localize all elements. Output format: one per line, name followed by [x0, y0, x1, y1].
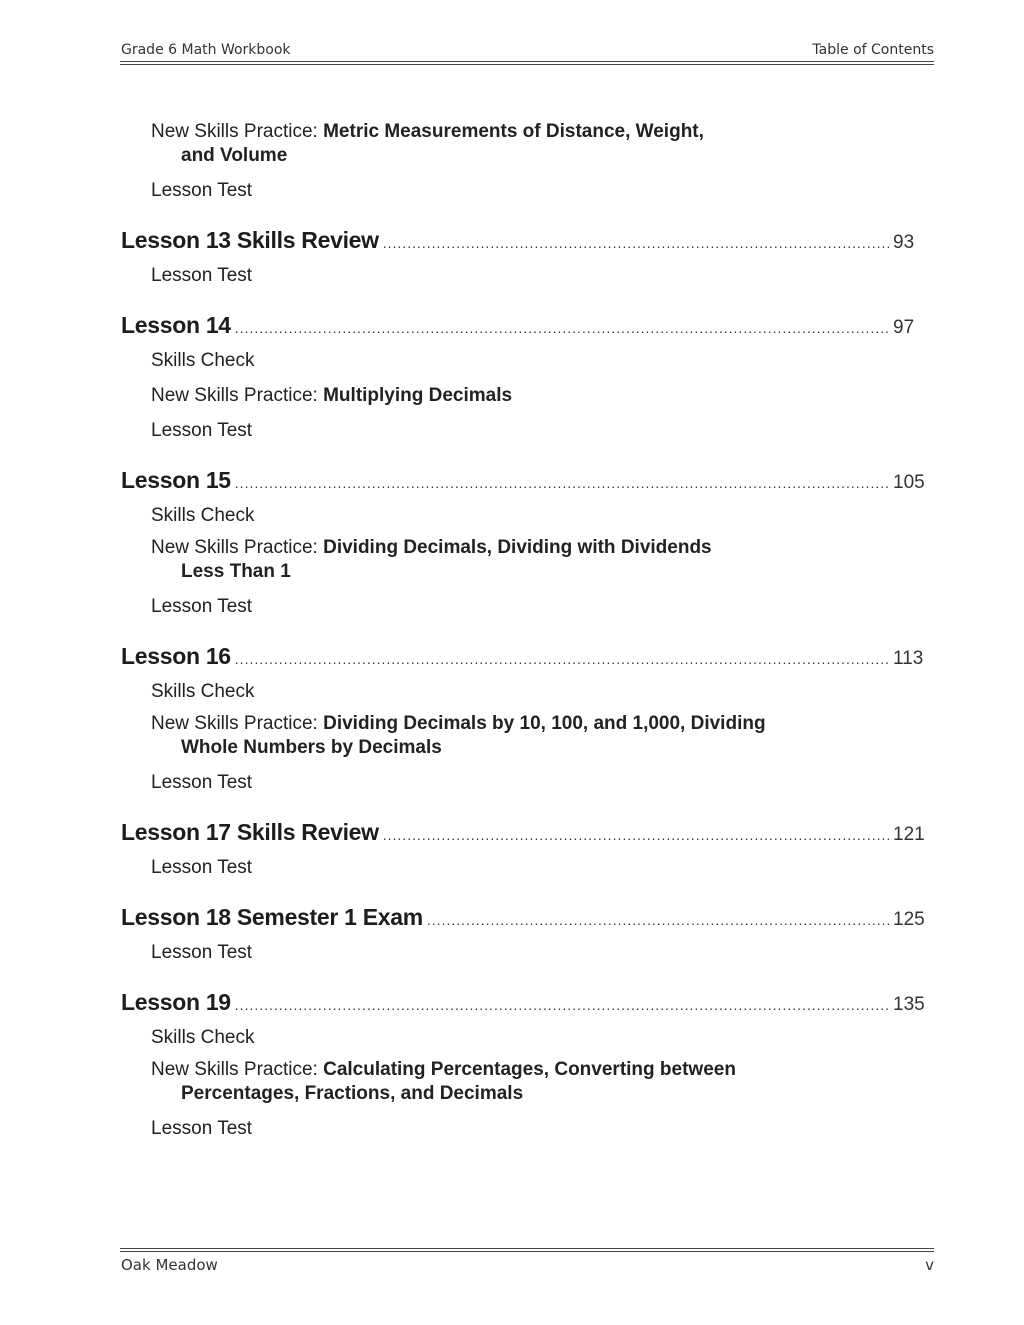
- dot-leader: [383, 817, 889, 853]
- toc-lesson-entry: [121, 984, 934, 1146]
- lesson-list: [121, 222, 934, 1146]
- lesson-heading-link[interactable]: [121, 814, 929, 850]
- toc-subitem[interactable]: [121, 173, 934, 208]
- toc-lesson-entry: [121, 899, 934, 970]
- subitem-topic-continued: and Volume: [181, 145, 288, 166]
- toc-lesson-entry: [121, 814, 934, 885]
- lesson-title: Lesson 18 Semester 1 Exam: [121, 904, 423, 930]
- subitem-topic: Multiplying Decimals: [323, 385, 513, 406]
- subitem-label: Skills Check: [151, 350, 255, 371]
- running-footer: [121, 1256, 934, 1274]
- lesson-title: Lesson 16: [121, 643, 231, 669]
- subitem-topic-continued: Whole Numbers by Decimals: [181, 737, 442, 758]
- lesson-page-number: 105: [893, 472, 925, 493]
- lesson-heading-link[interactable]: [121, 462, 929, 498]
- subitem-label: Lesson Test: [151, 420, 253, 441]
- lesson-title: Lesson 17 Skills Review: [121, 819, 379, 845]
- lesson-heading-link[interactable]: [121, 638, 929, 674]
- subitem-topic: Metric Measurements of Distance, Weight,: [323, 121, 704, 142]
- toc-lesson-entry: [121, 307, 934, 448]
- lesson-page-number: 113: [893, 648, 924, 669]
- lesson-title: Lesson 15: [121, 467, 231, 493]
- toc-lesson-entry: [121, 638, 934, 800]
- lesson-heading-link[interactable]: [121, 899, 929, 935]
- toc-lesson-entry: [121, 222, 934, 293]
- dot-leader: [235, 987, 889, 1023]
- subitem-label: Lesson Test: [151, 265, 253, 286]
- subitem-label: Lesson Test: [151, 1118, 253, 1139]
- lesson-title: Lesson 19: [121, 989, 231, 1015]
- header-rule: [120, 64, 934, 65]
- table-of-contents: [121, 117, 934, 1146]
- subitem-label: Lesson Test: [151, 942, 253, 963]
- subitem-label: Skills Check: [151, 681, 255, 702]
- lesson-title: Lesson 14: [121, 312, 231, 338]
- footer-rule: [120, 1251, 934, 1252]
- subitem-topic-continued: Less Than 1: [181, 561, 291, 582]
- toc-subitem[interactable]: [121, 709, 934, 761]
- footer-rule: [120, 1248, 934, 1249]
- running-header: [121, 42, 934, 58]
- dot-leader: [235, 465, 889, 501]
- subitem-label: Skills Check: [151, 505, 255, 526]
- toc-subitem[interactable]: [121, 1055, 934, 1107]
- subitem-prefix: New Skills Practice:: [151, 713, 324, 734]
- subitem-prefix: New Skills Practice:: [151, 537, 324, 558]
- dot-leader: [427, 902, 889, 938]
- subitem-label: Lesson Test: [151, 180, 253, 201]
- lesson-page-number: 121: [893, 824, 925, 845]
- toc-subitem[interactable]: [121, 1111, 934, 1146]
- header-book-title: Grade 6 Math Workbook: [121, 42, 291, 58]
- toc-subitem[interactable]: [121, 935, 934, 970]
- lesson-title: Lesson 13 Skills Review: [121, 227, 379, 253]
- lesson-heading-link[interactable]: [121, 222, 929, 258]
- toc-subitem[interactable]: [121, 413, 934, 448]
- dot-leader: [383, 225, 889, 261]
- header-rule: [120, 61, 934, 62]
- lesson-page-number: 97: [893, 317, 915, 338]
- toc-lesson-entry: [121, 462, 934, 624]
- lesson-page-number: 93: [893, 232, 915, 253]
- lesson-heading-link[interactable]: [121, 984, 929, 1020]
- subitem-label: Lesson Test: [151, 596, 253, 617]
- subitem-topic: Dividing Decimals by 10, 100, and 1,000, Dividing: [323, 713, 766, 734]
- toc-subitem[interactable]: [121, 378, 934, 413]
- toc-subitem[interactable]: [121, 589, 934, 624]
- dot-leader: [235, 310, 889, 346]
- toc-subitem[interactable]: [121, 117, 934, 169]
- toc-subitem[interactable]: [121, 674, 934, 709]
- subitem-topic: Dividing Decimals, Dividing with Dividends: [323, 537, 712, 558]
- subitem-label: Lesson Test: [151, 857, 253, 878]
- footer-publisher: Oak Meadow: [121, 1256, 218, 1274]
- subitem-prefix: New Skills Practice:: [151, 385, 324, 406]
- toc-subitem[interactable]: [121, 533, 934, 585]
- header-section-title: Table of Contents: [812, 42, 934, 58]
- subitem-topic: Calculating Percentages, Converting between: [323, 1059, 736, 1080]
- subitem-label: Lesson Test: [151, 772, 253, 793]
- subitem-label: Skills Check: [151, 1027, 255, 1048]
- lesson-page-number: 125: [893, 909, 925, 930]
- subitem-prefix: New Skills Practice:: [151, 121, 324, 142]
- subitem-prefix: New Skills Practice:: [151, 1059, 324, 1080]
- toc-subitem[interactable]: [121, 1020, 934, 1055]
- toc-subitem[interactable]: [121, 343, 934, 378]
- toc-continued-block: [121, 117, 934, 208]
- subitem-topic-continued: Percentages, Fractions, and Decimals: [181, 1083, 524, 1104]
- toc-subitem[interactable]: [121, 850, 934, 885]
- toc-subitem[interactable]: [121, 765, 934, 800]
- toc-subitem[interactable]: [121, 258, 934, 293]
- lesson-heading-link[interactable]: [121, 307, 929, 343]
- lesson-page-number: 135: [893, 994, 925, 1015]
- page-number: v: [925, 1256, 934, 1274]
- dot-leader: [235, 641, 889, 677]
- toc-subitem[interactable]: [121, 498, 934, 533]
